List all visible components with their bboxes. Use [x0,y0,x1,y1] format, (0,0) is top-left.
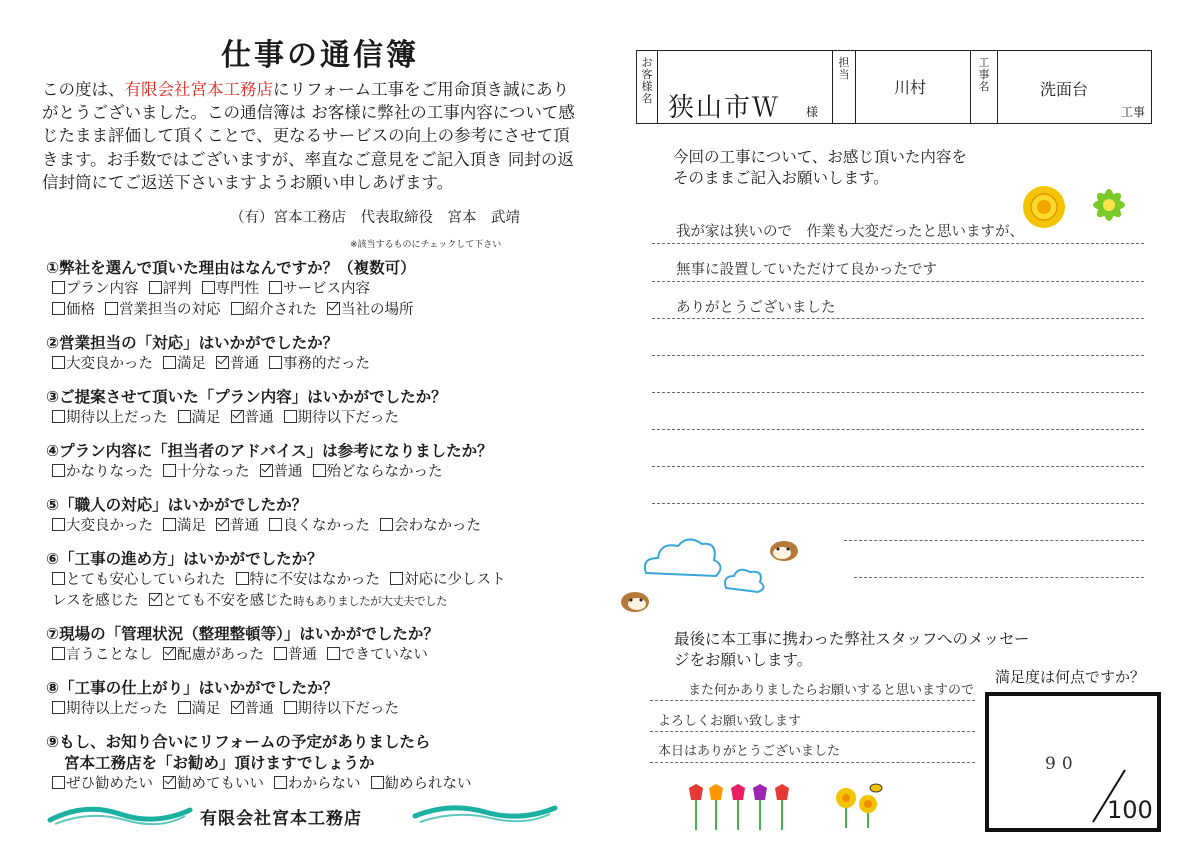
question-heading: ②営業担当の「対応」はいかがでしたか？ [46,334,339,352]
option-label: 満足 [177,356,206,372]
option [269,354,370,375]
rule-line [652,503,1144,504]
question-spacer [46,612,586,624]
question-spacer [46,375,586,387]
question-spacer [46,537,586,549]
option [52,300,95,321]
question-heading-cont: 宮本工務店を「お勧め」頂けますでしょうか [64,754,375,772]
option-label: とても安心していられた [66,572,226,588]
staff-label: 担当 [838,56,850,81]
rule-line [650,700,975,701]
question-heading: ⑨もし、お知り合いにリフォームの予定がありましたら [46,733,431,751]
question-1 [46,258,586,321]
option-label: 大変良かった [66,356,153,372]
option [327,300,414,321]
option-label: 普通 [287,647,317,663]
work-suffix: 工事 [1120,105,1145,119]
question-spacer [46,321,586,333]
staff-label-cell [833,51,856,123]
checkbox[interactable] [284,410,297,423]
question-spacer [46,720,586,732]
option [105,300,221,321]
staff-name: 川村 [894,78,927,97]
work-name: 洗面台 [1040,80,1089,99]
option [371,774,472,795]
signature: （有）宮本工務店 代表取締役 宮本 武靖 [230,210,520,226]
message-line-1: また何かありましたらお願いすると思いますので [688,683,975,698]
option [231,300,318,321]
checkbox[interactable] [52,776,65,789]
option-label: 配慮があった [177,647,264,663]
question-heading: ⑥「工事の進め方」はいかがでしたか？ [46,550,323,568]
rule-line [652,392,1144,393]
option-label: 期待以上だった [66,410,168,426]
option-label: 勧められない [384,776,472,792]
satisfaction-label: 満足度は何点ですか？ [995,668,1146,686]
option-row [46,462,586,483]
option-row [46,699,586,720]
footer-company: 有限会社宮本工務店 [200,809,362,829]
checkbox[interactable] [52,410,65,423]
checkbox[interactable] [149,281,162,294]
checkbox-checked[interactable] [260,464,273,477]
option-label: 会わなかった [394,518,481,534]
question-spacer [46,483,586,495]
option-label: 殆どならなかった [326,464,443,480]
option-label: 評判 [162,281,192,297]
option [163,774,264,795]
impression-line-2: 無事に設置していただけて良かったです [676,262,937,278]
option [52,354,153,375]
check-note: ※該当するものにチェックして下さい [350,240,502,250]
checkbox[interactable] [163,464,176,477]
checkbox[interactable] [52,281,65,294]
checkbox[interactable] [52,302,65,315]
option-label: 勧めてもいい [177,776,264,792]
option-label: ぜひ勧めたい [66,776,153,792]
question-spacer [46,429,586,441]
checkbox[interactable] [52,647,65,660]
message-line-3: 本日はありがとうございました [658,744,841,759]
work-cell [998,51,1151,123]
option-row [46,645,586,666]
bird-icon [617,588,653,614]
rule-line [652,355,1144,356]
staff-cell [856,51,971,123]
question-heading: ⑤「職人の対応」はいかがでしたか？ [46,496,308,514]
option [274,774,361,795]
cloud-illustration [636,528,776,598]
option-label: 大変良かった [66,518,153,534]
checkbox[interactable] [163,518,176,531]
option-label: 当社の場所 [341,302,414,318]
checkbox-checked[interactable] [216,518,229,531]
intro-body: にリフォーム工事をご用命頂き誠にありがとうございました。この通信簿は お客様に弊社の工事内容について感じたまま評価して頂くことで、更なるサービスの向上の参考にさせて頂きます。お手数ではございますが、率直なご意見をご記入頂き 同封の返信封筒にてご返送下さいますようお願い申しあげます。 [42,80,575,192]
satisfaction-score: 90 [1045,754,1079,774]
intro-company: 有限会社宮本工務店 [124,80,273,99]
question-heading: ①弊社を選んで頂いた理由はなんですか？（複数可） [46,259,416,277]
option [52,279,139,300]
option [274,645,317,666]
rule-line [844,540,1144,541]
tulips-illustration [686,782,806,832]
green-flower-icon [1087,183,1131,227]
checkbox[interactable] [105,302,118,315]
option-label: 満足 [177,518,206,534]
question-8 [46,678,586,720]
option [178,699,221,720]
option [149,591,448,612]
work-label-cell [971,51,998,123]
message-prompt: 最後に本工事に携わった弊社スタッフへのメッセージをお願いします。 [674,630,1030,669]
satisfaction-max: 100 [1107,796,1153,824]
option [327,645,428,666]
option-label: 紹介された [244,302,317,318]
option-label: 期待以上だった [66,701,168,717]
checkbox[interactable] [313,464,326,477]
option-row [46,408,586,429]
question-heading: ⑦現場の「管理状況（整理整頓等）」はいかがでしたか？ [46,625,439,643]
message-line-2: よろしくお願い致します [658,714,802,729]
option-row [46,570,586,591]
rule-line [652,429,1144,430]
checkbox[interactable] [236,572,249,585]
checkbox-checked[interactable] [163,647,176,660]
question-4 [46,441,586,483]
option-label: 普通 [273,464,303,480]
intro-prefix: この度は、 [42,80,125,99]
option-row [46,591,586,612]
rule-line [652,243,1144,244]
option-label: 普通 [230,518,259,534]
checkbox-checked[interactable] [327,302,340,315]
checkbox[interactable] [274,776,287,789]
option [52,645,153,666]
option [202,279,260,300]
option [163,462,250,483]
work-label: 工事名 [978,56,990,93]
option-row [46,279,586,300]
option [149,279,192,300]
page-title: 仕事の通信簿 [221,38,419,73]
option-label: 普通 [244,410,274,426]
option [260,462,303,483]
checkbox[interactable] [52,701,65,714]
option-label: プラン内容 [66,281,139,297]
option [236,570,381,591]
checkbox[interactable] [269,518,282,531]
option [52,516,153,537]
option-continuation: レスを感じた [52,593,139,609]
option [284,408,400,429]
option-label: 言うことなし [66,647,153,663]
option-label: 対応に少しスト [404,572,506,588]
customer-label: お客様名 [641,56,653,105]
option-label: サービス内容 [283,281,370,297]
question-2 [46,333,586,375]
header-table [636,50,1152,124]
customer-suffix: 様 [806,105,819,119]
question-9 [46,732,586,795]
option-label: 普通 [244,701,274,717]
checkbox[interactable] [390,572,403,585]
checkbox[interactable] [274,647,287,660]
rule-line [652,466,1144,467]
question-7 [46,624,586,666]
question-3 [46,387,586,429]
option-label: 十分なった [177,464,250,480]
option [163,645,264,666]
option [380,516,481,537]
option [269,516,370,537]
rule-line [854,577,1144,578]
checkbox-checked[interactable] [149,593,162,606]
question-6 [46,549,586,612]
checkbox[interactable] [52,356,65,369]
intro-text [42,78,582,194]
question-spacer [46,666,586,678]
option [52,462,153,483]
option [52,570,226,591]
option-label: 期待以下だった [297,410,399,426]
checkbox[interactable] [52,518,65,531]
handwritten-note: 時もありましたが大丈夫でした [293,594,448,608]
option [163,354,206,375]
checkbox[interactable] [284,701,297,714]
question-5 [46,495,586,537]
checkbox[interactable] [202,281,215,294]
option [313,462,443,483]
option-label: 事務的だった [283,356,370,372]
option-row [46,300,586,321]
rule-line [652,281,1144,282]
option-label: かなりなった [66,464,153,480]
impression-prompt: 今回の工事について、お感じ頂いた内容をそのままご記入お願いします。 [673,148,967,187]
option-label: できていない [340,647,428,663]
option-label: 専門性 [215,281,259,297]
flowers-bee-illustration [832,780,892,830]
option-label: わからない [288,776,361,792]
option [390,570,506,591]
wave-decoration-right [410,800,560,830]
impression-line-3: ありがとうございました [676,300,836,316]
wave-decoration-left [45,800,195,830]
checkbox[interactable] [52,464,65,477]
option [284,699,400,720]
customer-name: 狭山市Ｗ [668,93,781,123]
satisfaction-box [985,692,1161,832]
customer-cell [658,51,833,123]
bird-icon [766,537,802,563]
question-heading: ③ご提案させて頂いた「プラン内容」はいかがでしたか？ [46,388,447,406]
option-label: とても不安を感じた [162,593,294,609]
checkbox[interactable] [380,518,393,531]
checkbox[interactable] [163,356,176,369]
option [231,408,274,429]
option-label: 良くなかった [283,518,370,534]
option-row [46,774,586,795]
option [269,279,370,300]
option [52,774,153,795]
sun-flower-icon [1020,183,1068,231]
impression-line-1: 我が家は狭いので 作業も大変だったと思いますが、 [676,224,1024,240]
questionnaire [46,258,586,795]
question-heading: ⑧「工事の仕上がり」はいかがでしたか？ [46,679,339,697]
checkbox[interactable] [327,647,340,660]
option-row [46,354,586,375]
option [52,408,168,429]
option [231,699,274,720]
option-label: 満足 [191,410,221,426]
checkbox[interactable] [52,572,65,585]
checkbox[interactable] [231,302,244,315]
option [163,516,206,537]
option-label: 満足 [191,701,221,717]
checkbox[interactable] [371,776,384,789]
option [216,516,259,537]
option-label: 期待以下だった [297,701,399,717]
checkbox[interactable] [178,410,191,423]
option-row [46,516,586,537]
option [178,408,221,429]
rule-line [652,318,1144,319]
checkbox[interactable] [269,281,282,294]
question-heading: ④プラン内容に「担当者のアドバイス」は参考になりましたか？ [46,442,493,460]
checkbox-checked[interactable] [231,410,244,423]
option-label: 価格 [66,302,95,318]
option [52,699,168,720]
checkbox[interactable] [178,701,191,714]
checkbox-checked[interactable] [231,701,244,714]
customer-label-cell [637,51,658,123]
rule-line [650,731,975,732]
option [216,354,259,375]
option-label: 特に不安はなかった [249,572,380,588]
checkbox[interactable] [269,356,282,369]
option-label: 営業担当の対応 [119,302,221,318]
checkbox-checked[interactable] [216,356,229,369]
option-label: 普通 [230,356,259,372]
checkbox-checked[interactable] [163,776,176,789]
rule-line [650,762,975,763]
